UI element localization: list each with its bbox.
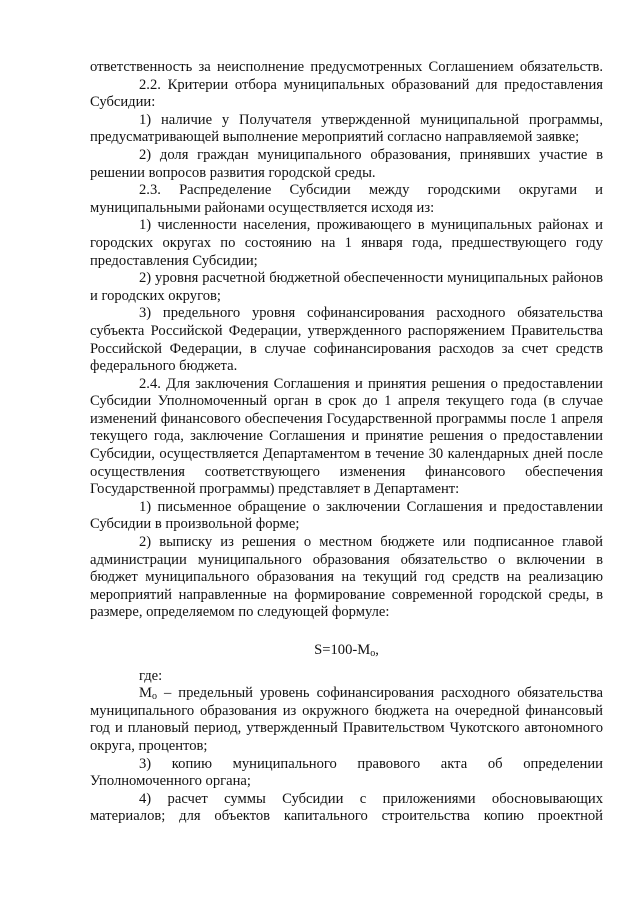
paragraph-2-3: 2.3. Распределение Субсидии между городскими округами и муниципальными районами осуществляется исходя из: — [90, 182, 603, 216]
definition-symbol: M — [139, 685, 152, 702]
paragraph-2-4-item-3: 3) копию муниципального правового акта об определении Уполномоченного органа; — [90, 755, 603, 790]
paragraph-2-2: 2.2. Критерии отбора муниципальных образований для предоставления Субсидии: — [90, 76, 603, 111]
paragraph-2-4-item-2: 2) выписку из решения о местном бюджете или подписанное главой администрации муниципального образования обязательство о включении в бюджет муниципального образования на текущий год средств на реализацию мероприятий направленные на формирование современной городской среды, в размере, определяемом по следующей формуле: — [90, 534, 603, 621]
paragraph-continuation: ответственность за неисполнение предусмотренных Соглашением обязательств. — [90, 59, 603, 75]
paragraph-2-4-item-4: 4) расчет суммы Субсидии с приложениями обосновывающих материалов; для объектов капитального строительства копию проектной — [90, 790, 603, 825]
paragraph-2-3-item-3: 3) предельного уровня софинансирования расходного обязательства субъекта Российской Федерации, утвержденного распоряжением Правительства Российской Федерации, в случае софинансирования расходов за счет средств федерального бюджета. — [90, 305, 603, 375]
formula — [90, 642, 603, 660]
paragraph-2-2-item-1: 1) наличие у Получателя утвержденной муниципальной программы, предусматривающей выполнение мероприятий согласно направляемой заявке; — [90, 111, 603, 146]
paragraph-2-2-item-2: 2) доля граждан муниципального образования, принявших участие в решении вопросов развития городской среды. — [90, 146, 603, 181]
formula-tail: , — [375, 642, 379, 658]
formula-main: S=100-M — [314, 642, 371, 658]
paragraph-2-4: 2.4. Для заключения Соглашения и принятия решения о предоставлении Субсидии Уполномоченный орган в срок до 1 апреля текущего года (в случае изменений финансового обеспечения Государственной программы после 1 апреля текущего года, заключение Соглашения и принятие решения о предоставлении Субсидии, осуществляется Департаментом в течение 30 календарных дней после осуществления соответствующего изменения финансового обеспечения Государственной программы) представляет в Департамент: — [90, 375, 603, 498]
paragraph-2-4-item-1: 1) письменное обращение о заключении Соглашения и предоставлении Субсидии в произвольной форме; — [90, 498, 603, 533]
formula-subscript: o — [370, 648, 376, 659]
paragraph-2-3-item-2: 2) уровня расчетной бюджетной обеспеченности муниципальных районов и городских округов; — [90, 270, 603, 304]
where-label: где: — [139, 667, 163, 684]
formula-definition — [90, 685, 603, 755]
definition-text: – предельный уровень софинансирования расходного обязательства муниципального образования из окружного бюджета на очередной финансовый год и плановый период, утвержденный Правительством Чукотского автономного округа, процентов; — [90, 685, 603, 754]
paragraph-2-3-item-1: 1) численности населения, проживающего в муниципальных районах и городских округах по состоянию на 1 января года, предшествующего году предоставления Субсидии; — [90, 217, 603, 269]
definition-subscript: o — [151, 691, 157, 703]
